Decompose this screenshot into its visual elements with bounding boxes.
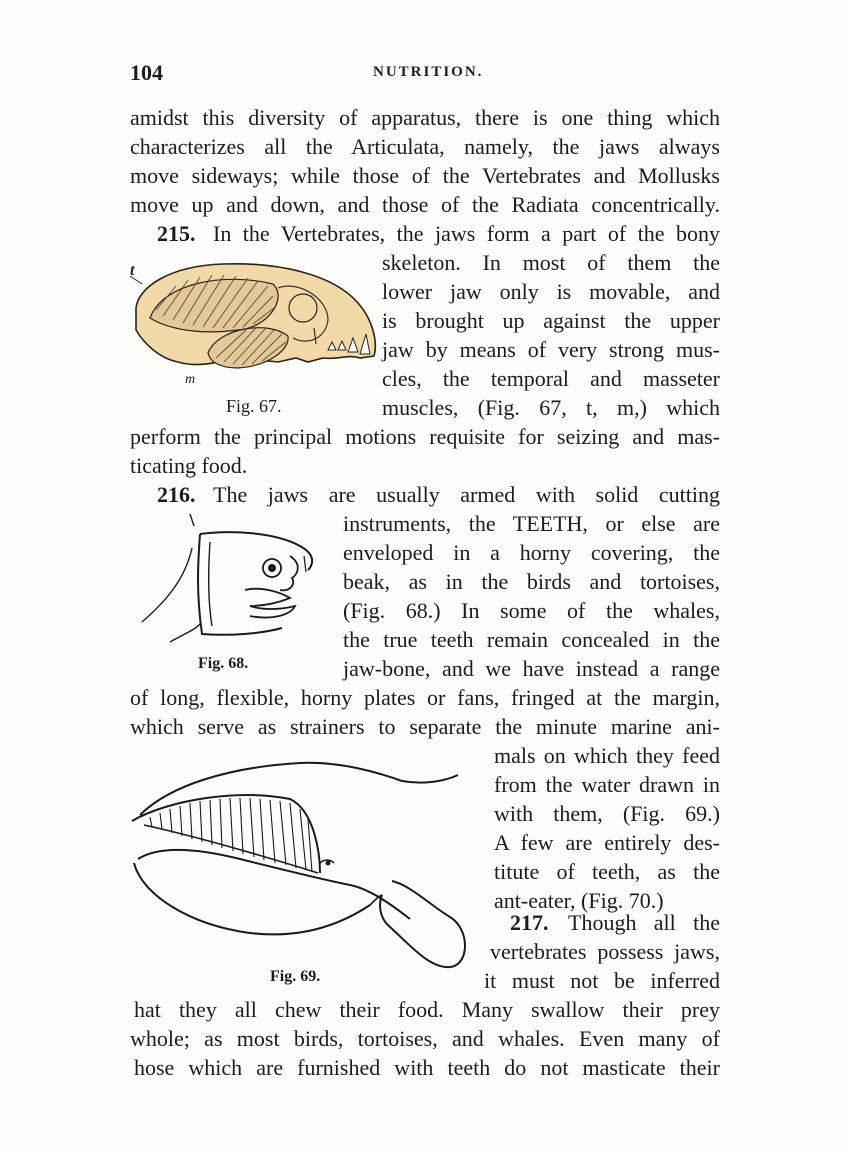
text-line: the true teeth remain concealed in the [343, 627, 720, 652]
text-line: which serve as strainers to separate the minute marine ani- [130, 714, 720, 739]
figure-69-whale-head [130, 755, 475, 970]
text-line: beak, as in the birds and tortoises, [343, 569, 720, 594]
text-line: vertebrates possess jaws, [490, 939, 720, 964]
text-line: jaw by means of very strong mus- [382, 337, 720, 362]
text-line: of long, flexible, horny plates or fans, fringed at the margin, [130, 685, 720, 710]
text-line: skeleton. In most of them the [382, 250, 720, 275]
paragraph-number: 217. [510, 910, 549, 935]
text-line: cles, the temporal and masseter [382, 366, 720, 391]
text-line: whole; as most birds, tortoises, and whales. Even many of [130, 1026, 720, 1051]
text-line: move sideways; while those of the Vertebrates and Mollusks [130, 163, 720, 188]
text-line: move up and down, and those of the Radiata concentrically. [130, 192, 720, 217]
text-line: hose which are furnished with teeth do not masticate their [134, 1055, 720, 1080]
text-line: ticating food. [130, 453, 248, 478]
figure-label-t: t [130, 262, 135, 279]
text-line: it must not be inferred [484, 968, 720, 993]
text-line: titute of teeth, as the [494, 859, 720, 884]
paragraph-number: 215. [157, 221, 196, 246]
text-line: amidst this diversity of apparatus, there is one thing which [130, 105, 720, 130]
paragraph-number: 216. [157, 482, 196, 507]
text-line: characterizes all the Articulata, namely, the jaws always [130, 134, 720, 159]
text-line: jaw-bone, and we have instead a range [343, 656, 720, 681]
text-line: with them, (Fig. 69.) [494, 801, 720, 826]
figure-caption: Fig. 69. [270, 968, 321, 985]
text-line: instruments, the TEETH, or else are [343, 511, 720, 536]
figure-caption: Fig. 67. [226, 396, 282, 416]
text-line: is brought up against the upper [382, 308, 720, 333]
text-line: lower jaw only is movable, and [382, 279, 720, 304]
figure-67-skull [128, 258, 380, 393]
running-title: NUTRITION. [373, 64, 484, 80]
text-line: perform the principal motions requisite for seizing and mas- [130, 424, 720, 449]
text-line: muscles, (Fig. 67, t, m,) which [382, 395, 720, 420]
text-line: Though all the [568, 910, 720, 935]
figure-68-tortoise-head [140, 512, 325, 647]
text-line: from the water drawn in [494, 772, 720, 797]
text-line: A few are entirely des- [494, 830, 720, 855]
text-line: The jaws are usually armed with solid cutting [213, 482, 720, 507]
text-line: mals on which they feed [494, 743, 720, 768]
figure-label-m: m [185, 372, 196, 387]
page-number: 104 [130, 60, 163, 85]
text-line: ant-eater, (Fig. 70.) [494, 888, 664, 913]
text-line: enveloped in a horny covering, the [343, 540, 720, 565]
text-line: (Fig. 68.) In some of the whales, [343, 598, 720, 623]
text-line: hat they all chew their food. Many swallow their prey [134, 997, 720, 1022]
text-line: In the Vertebrates, the jaws form a part of the bony [213, 221, 720, 246]
figure-caption: Fig. 68. [198, 655, 249, 672]
